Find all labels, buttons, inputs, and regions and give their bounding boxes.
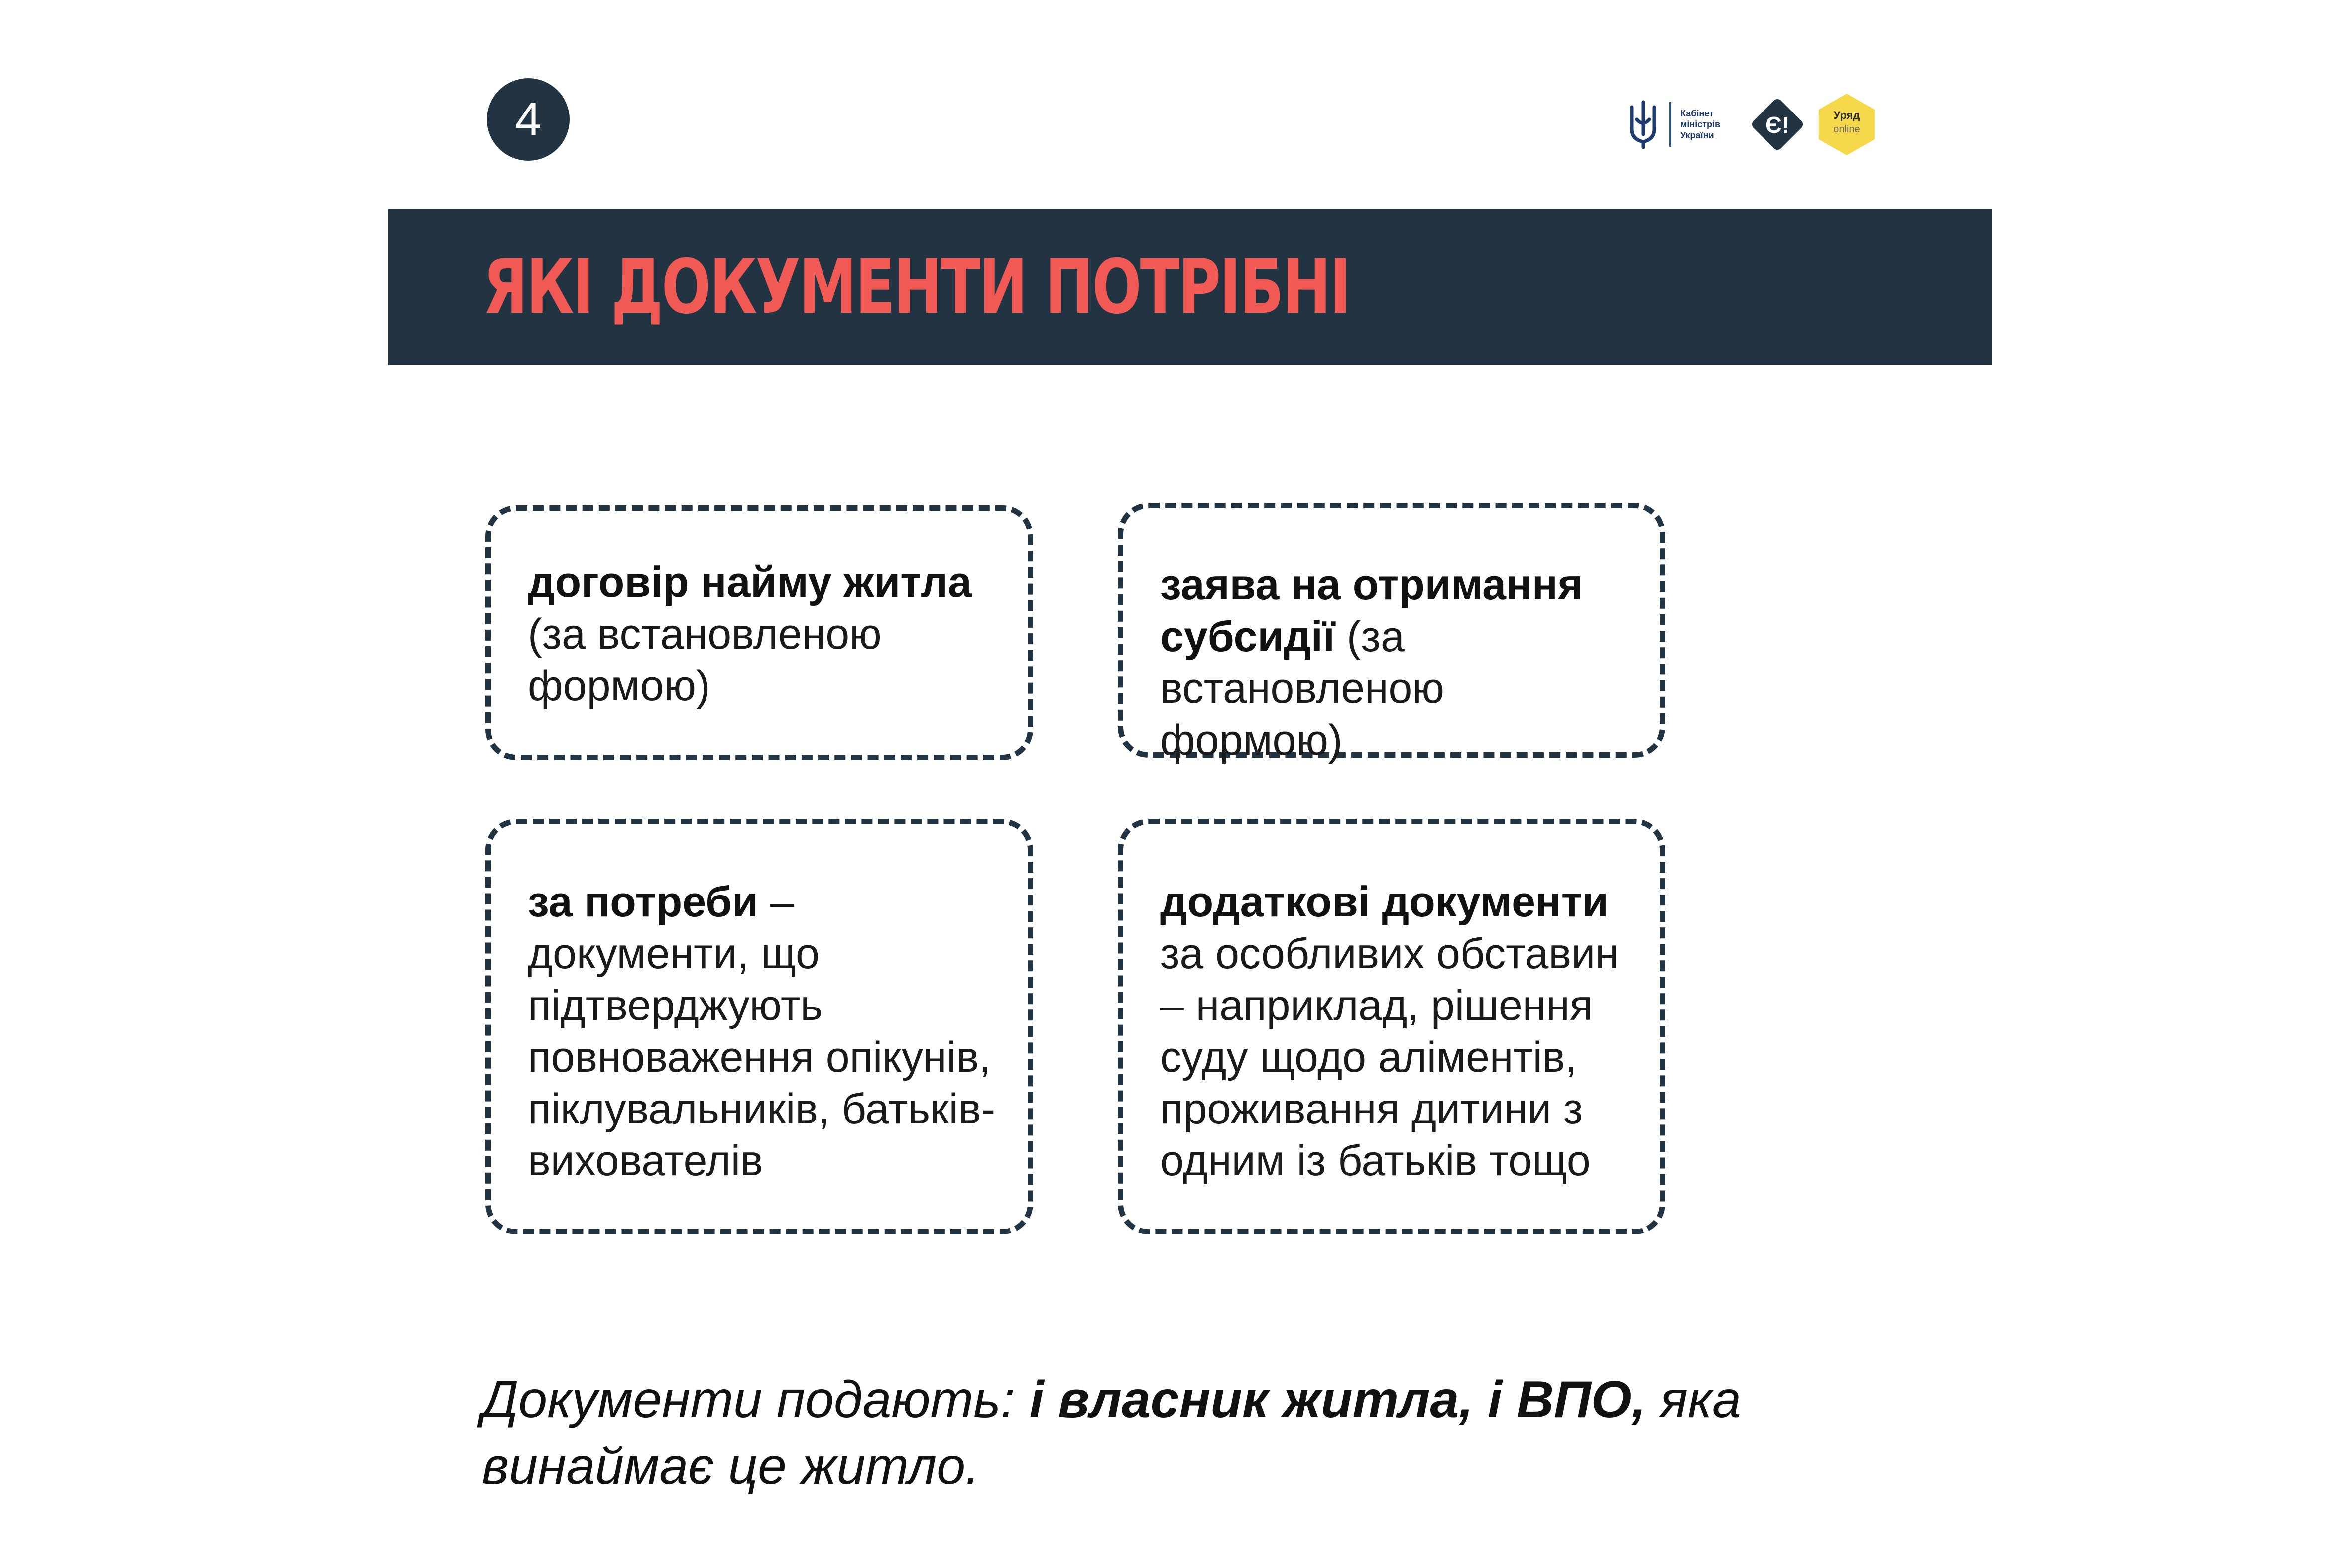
logos-bar — [1626, 92, 1880, 157]
footer-bold: і власник житла, і ВПО, — [1029, 1371, 1646, 1429]
title-banner — [388, 209, 1992, 365]
cabinet-line-1: Кабінет — [1680, 109, 1714, 118]
cabinet-line-3: України — [1680, 130, 1714, 140]
card-2-text: (за встановленою формою) — [1160, 613, 1444, 764]
card-1-bold: договір найму житла — [528, 559, 972, 606]
trident-icon — [1626, 100, 1660, 149]
uriad-online-logo — [1814, 92, 1880, 157]
document-card-rental-agreement — [485, 505, 1033, 760]
diia-logo-mark: Є! — [1765, 112, 1790, 138]
footer-prefix: Документи подають: — [482, 1371, 1030, 1429]
card-4-text: за особливих обставин – наприклад, рішення суду щодо аліментів, проживання дитини з одним із батьків тощо — [1160, 930, 1619, 1185]
card-3-bold: за потреби — [528, 878, 759, 926]
document-card-subsidy-application — [1118, 503, 1665, 764]
page-number: 4 — [515, 93, 542, 146]
card-1-text: (за встановленою формою) — [528, 610, 882, 710]
document-card-guardianship — [485, 819, 1033, 1234]
uriad-line-2: online — [1833, 124, 1860, 135]
footer-note — [482, 1366, 1976, 1500]
cabinet-logo-text — [1680, 108, 1740, 141]
card-2-bold: заява на отримання субсидії — [1160, 561, 1583, 661]
card-3-text: – документи, що підтверджують повноваження опікунів, піклувальників, батьків-вихователів — [528, 878, 996, 1185]
uriad-line-1: Уряд — [1833, 109, 1860, 121]
logo-divider — [1669, 102, 1671, 147]
diia-logo-icon — [1747, 94, 1808, 155]
cabinet-line-2: міністрів — [1680, 119, 1721, 129]
page-title: ЯКІ ДОКУМЕНТИ ПОТРІБНІ — [483, 244, 1350, 331]
document-card-additional — [1118, 819, 1665, 1234]
page-number-badge — [487, 78, 570, 161]
card-4-bold: додаткові документи — [1160, 878, 1609, 926]
footer-suffix: яка винаймає це житло. — [482, 1371, 1741, 1495]
